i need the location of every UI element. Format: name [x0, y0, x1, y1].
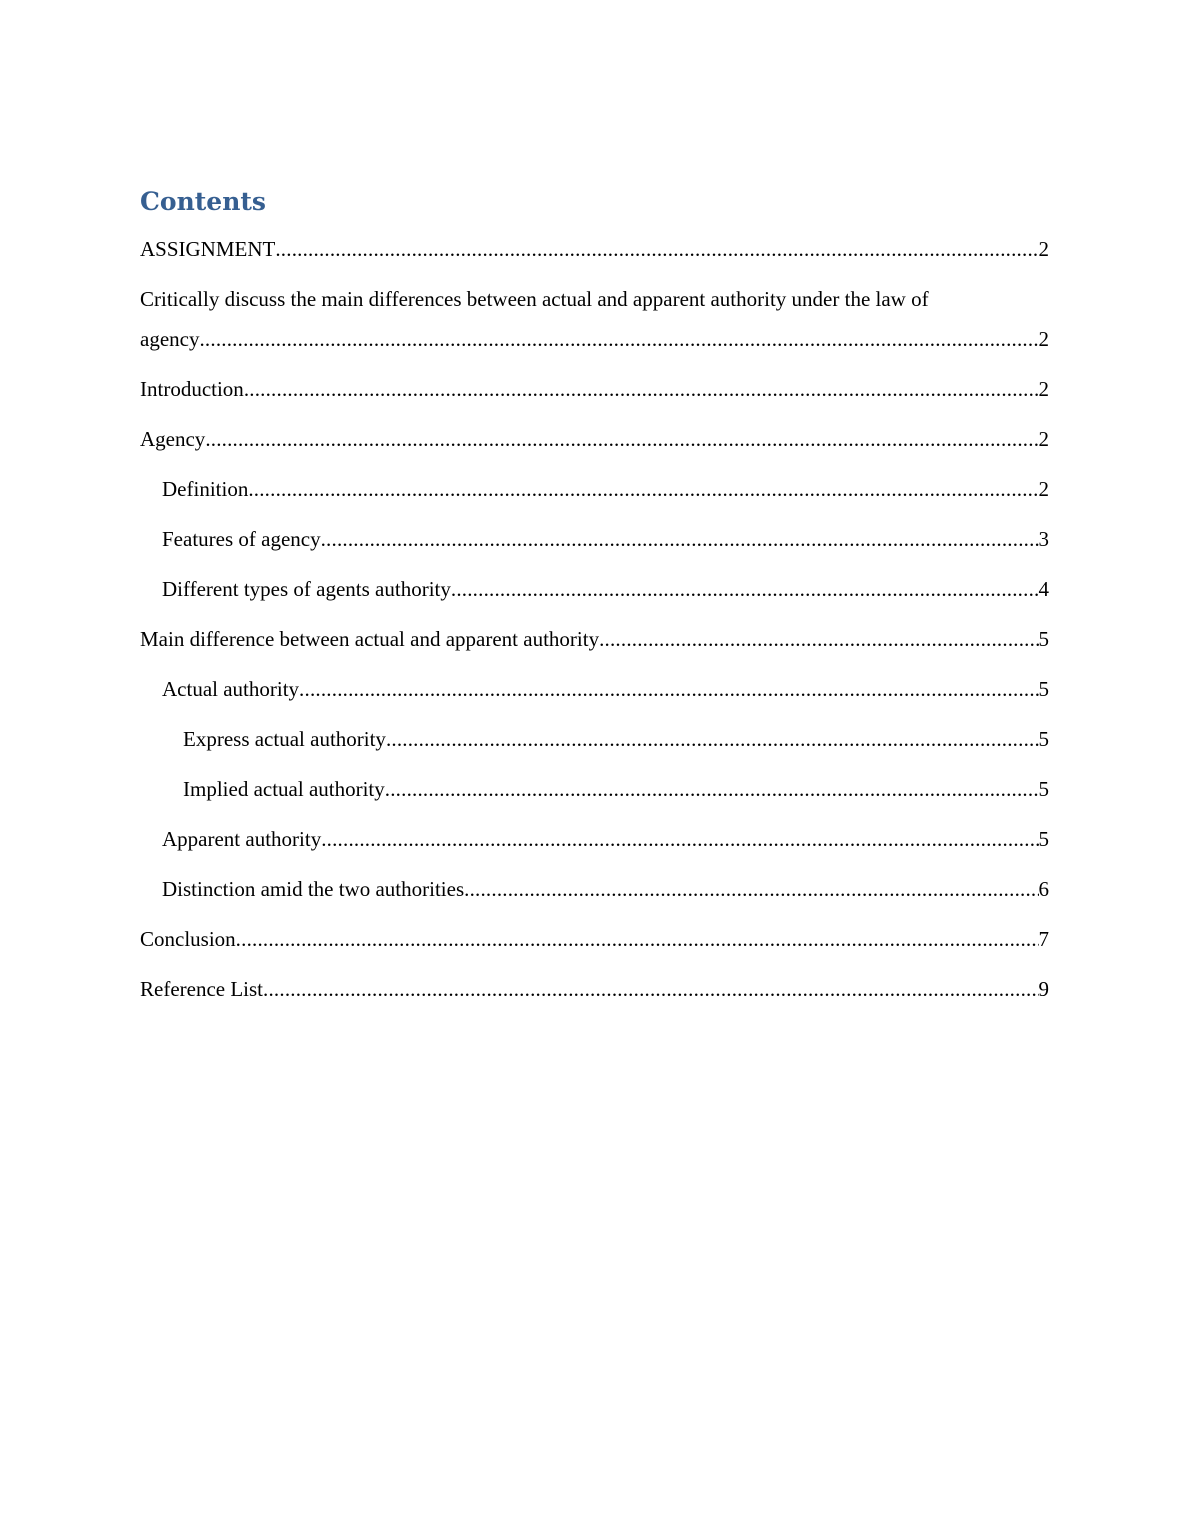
toc-dot-leader: [386, 719, 1039, 759]
toc-dot-leader: [263, 969, 1038, 1009]
toc-dot-leader: [321, 819, 1038, 859]
toc-entry-actual-authority[interactable]: [140, 669, 1049, 709]
table-of-contents: [140, 229, 1049, 1019]
toc-entry-features-of-agency[interactable]: [140, 519, 1049, 559]
toc-page-number: 6: [1038, 877, 1049, 901]
toc-entry-text: Agency: [140, 427, 206, 451]
toc-page-number: 9: [1038, 977, 1049, 1001]
toc-entry-distinction[interactable]: [140, 869, 1049, 909]
toc-page-number: 2: [1038, 477, 1049, 501]
toc-entry-reference-list[interactable]: [140, 969, 1049, 1009]
toc-dot-leader: [451, 569, 1039, 609]
toc-entry-text: Main difference between actual and apparent authority: [140, 627, 600, 651]
toc-entry-text: Reference List: [140, 977, 264, 1001]
toc-entry-text: Introduction: [140, 377, 244, 401]
toc-entry-text: Distinction amid the two authorities: [162, 877, 465, 901]
toc-page-number: 7: [1038, 927, 1049, 951]
toc-page-number: 3: [1038, 527, 1049, 551]
toc-entry-text: Actual authority: [162, 677, 300, 701]
toc-dot-leader: [275, 229, 1038, 269]
toc-heading: Contents: [140, 187, 267, 216]
toc-dot-leader: [244, 369, 1039, 409]
toc-entry-main-difference[interactable]: [140, 619, 1049, 659]
toc-page-number: 2: [1038, 377, 1049, 401]
toc-dot-leader: [599, 619, 1038, 659]
toc-entry-text: Apparent authority: [162, 827, 322, 851]
toc-entry-definition[interactable]: [140, 469, 1049, 509]
toc-entry-text: Features of agency: [162, 527, 321, 551]
toc-page-number: 2: [1038, 237, 1049, 261]
toc-entry-critically-discuss[interactable]: [140, 279, 1049, 359]
toc-entry-conclusion[interactable]: [140, 919, 1049, 959]
toc-page-number: 5: [1038, 677, 1049, 701]
toc-page-number: 2: [1038, 427, 1049, 451]
toc-entry-text: Implied actual authority: [183, 777, 385, 801]
toc-entry-express-actual-authority[interactable]: [140, 719, 1049, 759]
toc-page-number: 2: [1038, 327, 1049, 351]
toc-page-number: 5: [1038, 727, 1049, 751]
toc-page-number: 5: [1038, 627, 1049, 651]
toc-entry-apparent-authority[interactable]: [140, 819, 1049, 859]
toc-dot-leader: [321, 519, 1039, 559]
toc-entry-text: Definition: [162, 477, 249, 501]
toc-entry-agency[interactable]: [140, 419, 1049, 459]
toc-dot-leader: [385, 769, 1039, 809]
toc-entry-text: ASSIGNMENT: [140, 237, 276, 261]
toc-dot-leader: [299, 669, 1038, 709]
toc-entry-text: agency: [140, 327, 200, 351]
toc-dot-leader: [248, 469, 1038, 509]
toc-page-number: 4: [1038, 577, 1049, 601]
toc-page-number: 5: [1038, 827, 1049, 851]
toc-page-number: 5: [1038, 777, 1049, 801]
toc-entry-introduction[interactable]: [140, 369, 1049, 409]
toc-entry-text-line1: Critically discuss the main differences between actual and apparent authority under the law of: [140, 287, 929, 311]
toc-entry-assignment[interactable]: [140, 229, 1049, 269]
toc-entry-types-of-authority[interactable]: [140, 569, 1049, 609]
toc-entry-text: Different types of agents authority: [162, 577, 451, 601]
toc-dot-leader: [464, 869, 1038, 909]
toc-dot-leader: [199, 319, 1038, 359]
toc-entry-text: Express actual authority: [183, 727, 386, 751]
toc-entry-implied-actual-authority[interactable]: [140, 769, 1049, 809]
toc-entry-text: Conclusion: [140, 927, 236, 951]
toc-dot-leader: [205, 419, 1038, 459]
toc-dot-leader: [236, 919, 1039, 959]
